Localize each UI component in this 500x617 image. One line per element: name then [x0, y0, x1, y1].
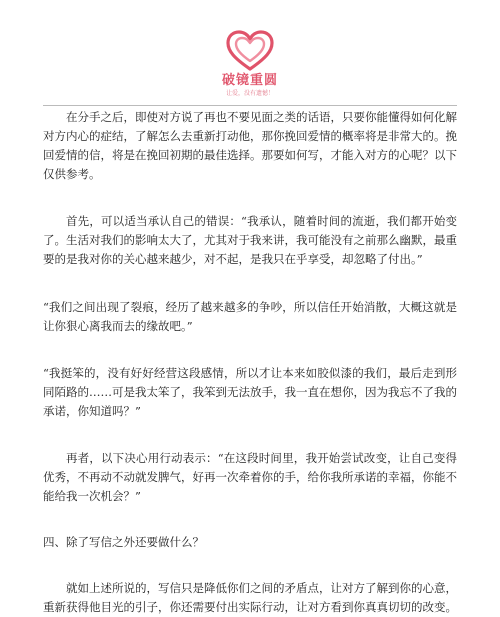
- double-heart-logo-icon: [225, 30, 275, 72]
- paragraph-quote-foolish: “我挺笨的，没有好好经营这段感情，所以才让本来如胶似漆的我们，最后走到形同陌路的……可是我太笨了，我笨到无法放手，我一直在想你，因为我忘不了我的承诺，你知道吗？”: [43, 366, 457, 418]
- paragraph-quote-rift: “我们之间出现了裂痕，经历了越来越多的争吵，所以信任开始消散，大概这就是让你狠心离我而去的缘故吧。”: [43, 300, 457, 333]
- section-heading-four: 四、除了写信之外还要做什么？: [43, 535, 204, 549]
- paragraph-conclusion: 就如上述所说的，写信只是降低你们之间的矛盾点，让对方了解到你的心意，重新获得他目光的引子，你还需要付出实际行动，让对方看到你真真切切的改变。: [43, 581, 457, 614]
- paragraph-admit-mistake: 首先，可以适当承认自己的错误：“我承认，随着时间的流逝，我们都开始变了。生活对我们的影响太大了，尤其对于我来讲，我可能没有之前那么幽默，最重要的是我对你的关心越来越少，对不起，是我只在乎享受，却忽略了付出。”: [43, 214, 457, 266]
- article-body: [43, 108, 457, 617]
- paragraph-intro: 在分手之后，即使对方说了再也不要见面之类的话语，只要你能懂得如何化解对方内心的症结，了解怎么去重新打动他，那你挽回爱情的概率将是非常大的。挽回爱情的信，将是在挽回初期的最佳选择。那要如何写，才能入对方的心呢？以下仅供参考。: [43, 110, 457, 181]
- brand-slogan: 让爱，没有遗憾！: [225, 90, 274, 97]
- header-divider: [43, 105, 457, 106]
- brand-logo: [0, 30, 500, 100]
- paragraph-take-action: 再者，以下决心用行动表示：“在这段时间里，我开始尝试改变，让自己变得优秀，不再动不动就发脾气，好再一次牵着你的手，给你我所承诺的幸福，你能不能给我一次机会？”: [43, 451, 457, 503]
- brand-name: 破镜重圆: [221, 73, 278, 88]
